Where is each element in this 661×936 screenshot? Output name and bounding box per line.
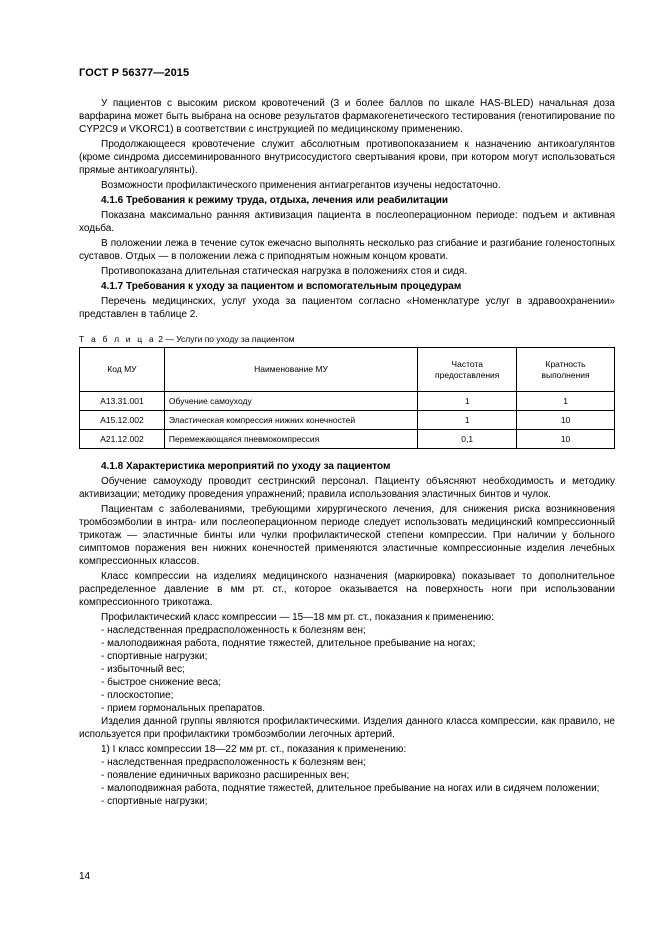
table-cell: A21.12.002 (80, 430, 165, 449)
list-item: - прием гормональных препаратов. (101, 703, 266, 714)
table-caption-label: Т а б л и ц а (79, 334, 156, 344)
table-cell: 1 (517, 392, 615, 411)
column-header: Наименование МУ (164, 348, 417, 392)
paragraph: Противопоказана длительная статическая нагрузка в положениях стоя и сидя. (101, 266, 468, 277)
table-cell: 1 (418, 392, 517, 411)
paragraph: У пациентов с высоким риском кровотечений (3 и более баллов по шкале HAS-BLED) начальная доза варфарина может быть выбрана на основе результатов фармакогенетического тестирования (генотипирование по CYP2C9 и VKORC1) в соответствии с инструкцией по медицинскому применению. (79, 98, 615, 135)
paragraph: В положении лежа в течение суток ежечасно выполнять несколько раз сгибание и разгибание голеностопных суставов. Отдых — в положении лежа с приподнятым ножным концом кровати. (79, 238, 615, 262)
list-item: - спортивные нагрузки; (101, 796, 208, 807)
table-row (80, 430, 615, 449)
body-text-bottom (79, 460, 615, 808)
list-item: - малоподвижная работа, поднятие тяжестей, длительное пребывание на ногах или в сидячем положении; (101, 783, 600, 794)
table-cell: 1 (418, 411, 517, 430)
table-caption-text: 2 — Услуги по уходу за пациентом (158, 334, 295, 344)
column-header: Кратность выполнения (517, 348, 615, 392)
table-cell: Перемежающаяся пневмокомпрессия (164, 430, 417, 449)
list-item: - появление единичных варикозно расширенных вен; (101, 770, 350, 781)
document-header: ГОСТ Р 56377—2015 (79, 67, 190, 79)
table-header-row (80, 348, 615, 392)
table-cell: 0,1 (418, 430, 517, 449)
section-heading: 4.1.8 Характеристика мероприятий по уходу за пациентом (101, 461, 391, 472)
list-item: - малоподвижная работа, поднятие тяжестей, длительное пребывание на ногах; (101, 638, 476, 649)
table-cell: A15.12.002 (80, 411, 165, 430)
list-item: - спортивные нагрузки; (101, 651, 208, 662)
paragraph: Показана максимально ранняя активизация пациента в послеоперационном периоде: подъем и активная ходьба. (79, 210, 615, 234)
section-heading: 4.1.7 Требования к уходу за пациентом и вспомогательным процедурам (101, 281, 462, 292)
table-cell: Обучение самоуходу (164, 392, 417, 411)
paragraph: Изделия данной группы являются профилактическими. Изделия данного класса компрессии, как правило, не используется при профилактики тромбоэмболии легочных артерий. (79, 716, 615, 740)
table-row (80, 392, 615, 411)
list-item: - плоскостопие; (101, 690, 174, 701)
column-header: Частота предоставления (418, 348, 517, 392)
list-item: - быстрое снижение веса; (101, 677, 221, 688)
table-cell: A13.31.001 (80, 392, 165, 411)
table-cell: Эластическая компрессия нижних конечностей (164, 411, 417, 430)
services-table (79, 347, 615, 449)
paragraph: Обучение самоуходу проводит сестринский персонал. Пациенту объясняют необходимость и методику активизации; методику проведения упражнений; правила использования эластичных бинтов и чулок. (79, 476, 615, 500)
table-caption (79, 334, 295, 344)
list-item: - наследственная предрасположенность к болезням вен; (101, 625, 366, 636)
paragraph: Пациентам с заболеваниями, требующими хирургического лечения, для снижения риска возникновения тромбоэмболии в интра- или послеоперационном периоде следует использовать медицинский компрессионный трикотаж — эластичные бинты или чулки профилактической степени компрессии. При наличии у больного симптомов поражения вен нижних конечностей применяются эластичные компрессионные изделия лечебных компрессионных классов. (79, 504, 615, 567)
body-text-top (79, 97, 615, 323)
section-heading: 4.1.6 Требования к режиму труда, отдыха, лечения или реабилитации (101, 195, 449, 206)
paragraph: Продолжающееся кровотечение служит абсолютным противопоказанием к назначению антикоагулянтов (кроме синдрома диссеминированного внутрисосудистого свертывания крови, при котором могут использоваться прямые антикоагулянты). (79, 139, 615, 176)
table-cell: 10 (517, 430, 615, 449)
table-cell: 10 (517, 411, 615, 430)
column-header: Код МУ (80, 348, 165, 392)
list-item: - наследственная предрасположенность к болезням вен; (101, 757, 366, 768)
paragraph: 1) I класс компрессии 18—22 мм рт. ст., показания к применению: (101, 744, 407, 755)
page-number: 14 (79, 871, 91, 882)
paragraph: Класс компрессии на изделиях медицинского назначения (маркировка) показывает то дополнительное распределенное давление в мм рт. ст., которое оказывается на поверхность ноги при использовании компрессионного трикотажа. (79, 571, 615, 608)
paragraph: Профилактический класс компрессии — 15—18 мм рт. ст., показания к применению: (101, 612, 494, 623)
paragraph: Перечень медицинских, услуг ухода за пациентом согласно «Номенклатуре услуг в здравоохранении» представлен в таблице 2. (79, 296, 615, 320)
list-item: - избыточный вес; (101, 664, 185, 675)
table-row (80, 411, 615, 430)
paragraph: Возможности профилактического применения антиагрегантов изучены недостаточно. (101, 180, 501, 191)
